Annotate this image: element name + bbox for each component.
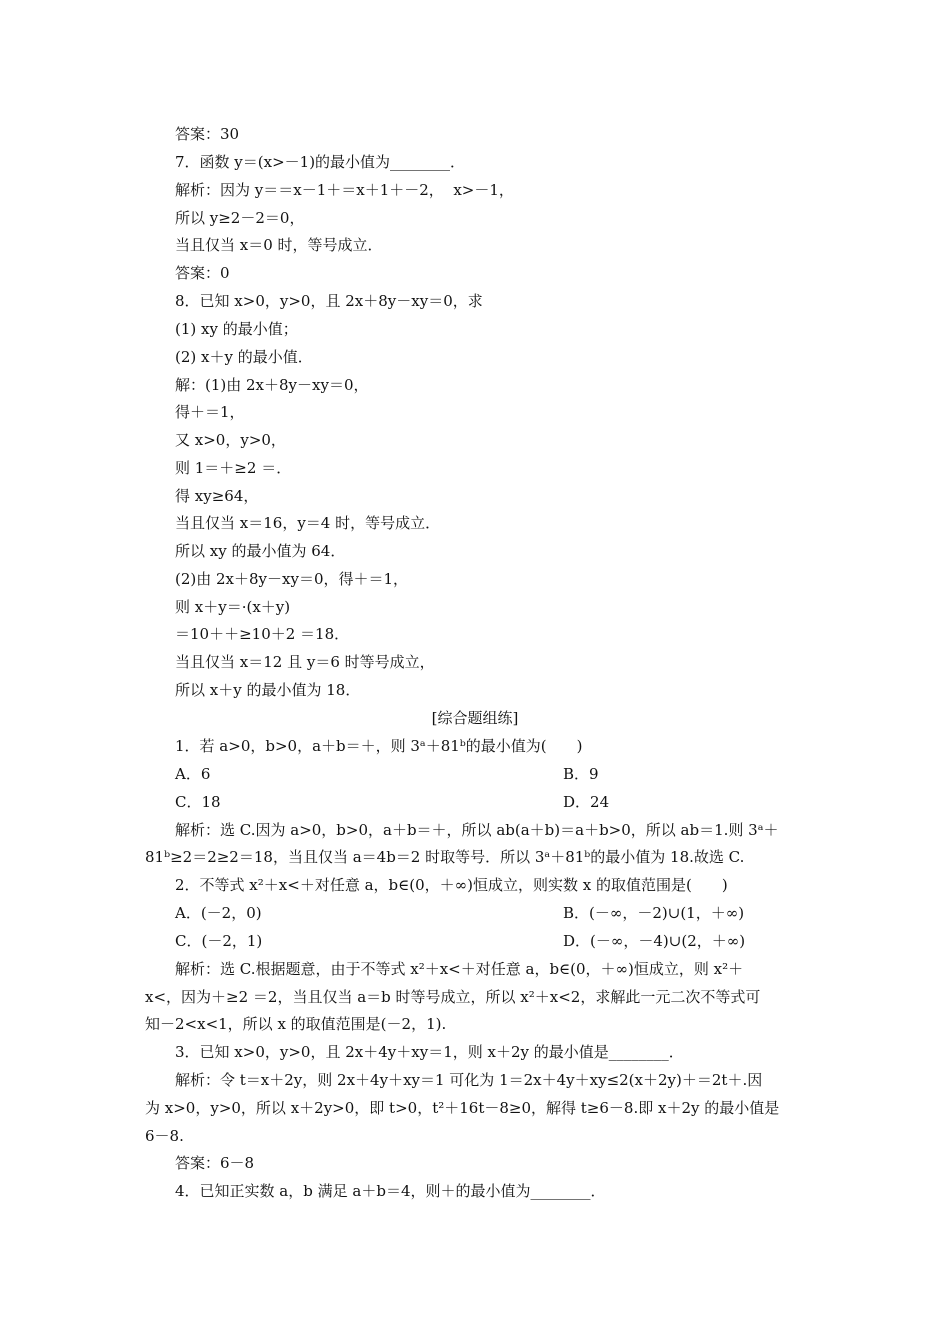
text-line: ＝10＋＋≥10＋2 ＝18． [175,625,350,643]
text-line: 7．函数 y＝(x>－1)的最小值为________． [175,153,466,171]
option-d: D．(－∞，－4)∪(2，＋∞) [563,932,746,950]
text-line: 解：(1)由 2x＋8y－xy＝0， [175,376,369,394]
text-line: (2) x＋y 的最小值． [175,348,313,366]
option-a: A．(－2，0) [175,904,262,922]
solution-line: 解析：令 t＝x＋2y，则 2x＋4y＋xy＝1 可化为 1＝2x＋4y＋xy≤2(x＋2y)＋＝2t＋.因 [175,1071,763,1089]
text-line: 当且仅当 x＝0 时，等号成立． [175,236,383,254]
option-b: B．9 [563,765,599,783]
solution-line: 解析：选 C.因为 a>0，b>0，a＋b＝＋，所以 ab(a＋b)＝a＋b>0，所以 ab＝1.则 3ᵃ＋ [175,821,779,839]
solution-line: 解析：选 C.根据题意，由于不等式 x²＋x<＋对任意 a，b∈(0，＋∞)恒成立，则 x²＋ [175,960,744,978]
question-stem: 4．已知正实数 a，b 满足 a＋b＝4，则＋的最小值为________． [175,1182,606,1200]
text-line: 所以 y≥2－2＝0， [175,209,305,227]
solution-line: x<，因为＋≥2 ＝2，当且仅当 a＝b 时等号成立，所以 x²＋x<2，求解此一元二次不等式可 [145,988,761,1006]
text-line: 得＋＝1， [175,403,245,421]
solution-line: 知－2<x<1，所以 x 的取值范围是(－2，1). [145,1015,447,1033]
text-line: 则 1＝＋≥2 ＝． [175,459,292,477]
question-stem: 2．不等式 x²＋x<＋对任意 a，b∈(0，＋∞)恒成立，则实数 x 的取值范围是( ) [175,876,728,894]
text-line: 答案：30 [175,125,240,143]
text-line: 8．已知 x>0，y>0，且 2x＋8y－xy＝0，求 [175,292,483,310]
question-stem: 1．若 a>0，b>0，a＋b＝＋，则 3ᵃ＋81ᵇ的最小值为( ) [175,737,583,755]
solution-line: 81ᵇ≥2＝2≥2＝18，当且仅当 a＝4b＝2 时取等号．所以 3ᵃ＋81ᵇ的最小值为 18.故选 C. [145,848,745,866]
section-title: [综合题组练] [431,709,519,727]
text-line: (2)由 2x＋8y－xy＝0，得＋＝1， [175,570,409,588]
text-line: 答案：0 [175,264,230,282]
text-line: 得 xy≥64， [175,487,259,505]
text-line: (1) xy 的最小值； [175,320,298,338]
text-line: 所以 x＋y 的最小值为 18． [175,681,361,699]
option-b: B．(－∞，－2)∪(1，＋∞) [563,904,745,922]
text-line: 当且仅当 x＝16，y＝4 时，等号成立． [175,514,441,532]
text-line: 当且仅当 x＝12 且 y＝6 时等号成立， [175,653,435,671]
option-d: D．24 [563,793,610,811]
answer-line: 答案：6－8 [175,1154,255,1172]
question-stem: 3．已知 x>0，y>0，且 2x＋4y＋xy＝1，则 x＋2y 的最小值是________． [175,1043,684,1061]
solution-line: 为 x>0，y>0，所以 x＋2y>0，即 t>0，t²＋16t－8≥0，解得 t≥6－8.即 x＋2y 的最小值是 [145,1099,780,1117]
text-line: 解析：因为 y＝＝x－1＋＝x＋1＋－2， x>－1， [175,181,514,199]
solution-line: 6－8. [145,1127,184,1145]
text-line: 所以 xy 的最小值为 64． [175,542,346,560]
text-line: 又 x>0，y>0， [175,431,286,449]
text-line: 则 x＋y＝·(x＋y) [175,598,291,616]
option-c: C．18 [175,793,221,811]
option-a: A．6 [175,765,211,783]
option-c: C．(－2，1) [175,932,263,950]
